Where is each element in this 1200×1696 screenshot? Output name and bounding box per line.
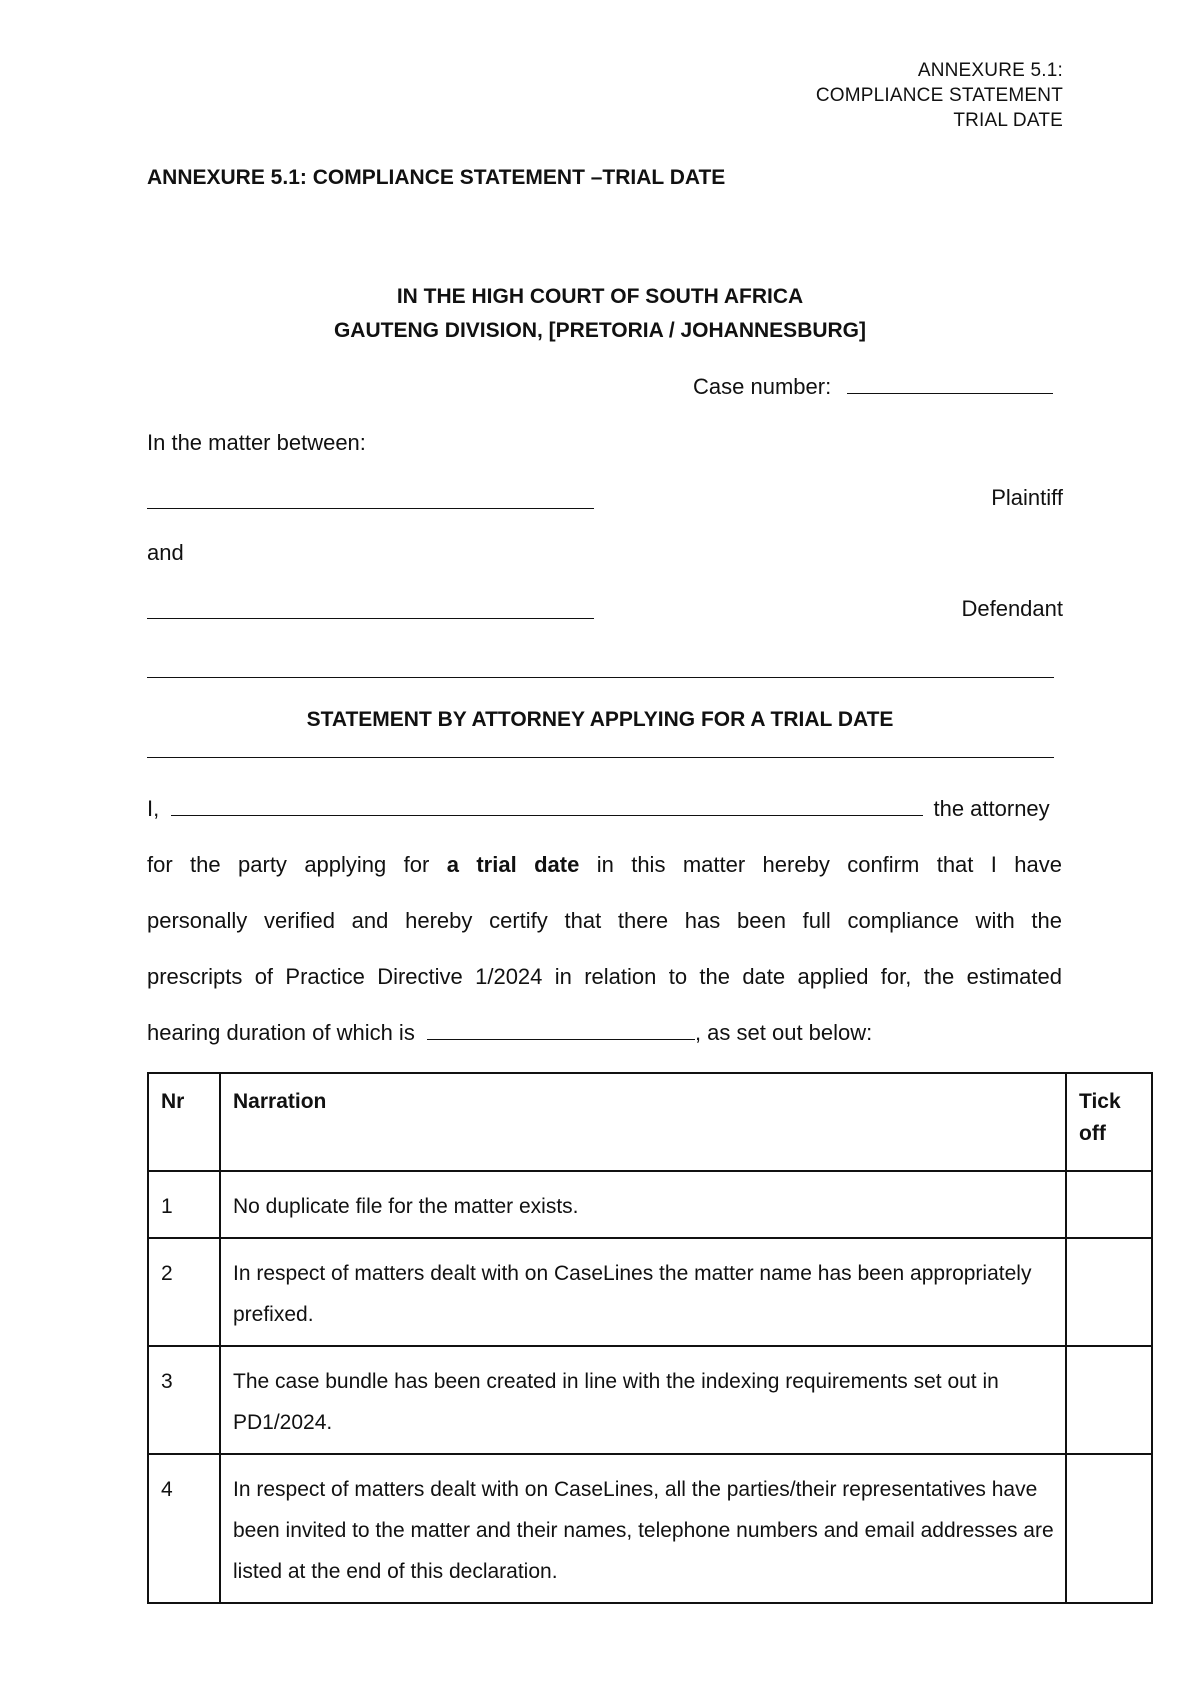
plaintiff-label: Plaintiff — [991, 485, 1063, 510]
paragraph-attorney-text: the attorney — [933, 796, 1050, 821]
paragraph-i-text: I, — [147, 796, 160, 821]
attorney-statement-paragraph — [147, 796, 1062, 1066]
row-narration: No duplicate file for the matter exists. — [220, 1171, 1066, 1238]
row-tick-cell[interactable] — [1066, 1346, 1152, 1454]
row-narration: In respect of matters dealt with on CaseLines, all the parties/their representatives have been invited to the matter and their names, telephone numbers and email addresses are listed at the end of this declaration. — [220, 1454, 1066, 1603]
row-nr: 4 — [148, 1454, 220, 1603]
header-tick-off: Tick off — [1066, 1073, 1152, 1171]
and-label: and — [147, 540, 184, 565]
row-nr: 3 — [148, 1346, 220, 1454]
row-nr: 2 — [148, 1238, 220, 1346]
paragraph-text: in this matter hereby confirm that I have — [579, 852, 1062, 877]
table-header-row — [148, 1073, 1152, 1171]
table-row — [148, 1171, 1152, 1238]
defendant-label: Defendant — [961, 596, 1063, 621]
plaintiff-name-field[interactable] — [147, 508, 594, 509]
row-tick-cell[interactable] — [1066, 1171, 1152, 1238]
divider-top — [147, 677, 1054, 678]
row-narration: In respect of matters dealt with on CaseLines the matter name has been appropriately prefixed. — [220, 1238, 1066, 1346]
row-tick-cell[interactable] — [1066, 1238, 1152, 1346]
paragraph-line-4: prescripts of Practice Directive 1/2024 in relation to the date applied for, the estimated — [147, 964, 1062, 989]
case-number-field[interactable] — [847, 375, 1053, 394]
row-narration: The case bundle has been created in line with the indexing requirements set out in PD1/2024. — [220, 1346, 1066, 1454]
paragraph-line-3: personally verified and hereby certify that there has been full compliance with the — [147, 908, 1062, 933]
paragraph-duration-text: hearing duration of which is — [147, 1020, 415, 1045]
matter-between-label: In the matter between: — [147, 430, 366, 455]
paragraph-line-2 — [147, 852, 1062, 878]
court-name: IN THE HIGH COURT OF SOUTH AFRICA — [396, 285, 804, 308]
annexure-title: ANNEXURE 5.1: COMPLIANCE STATEMENT –TRIAL DATE — [147, 166, 726, 189]
header-line-annexure: ANNEXURE 5.1: — [917, 60, 1063, 81]
table-row — [148, 1238, 1152, 1346]
defendant-name-field[interactable] — [147, 618, 594, 619]
court-division: GAUTENG DIVISION, [PRETORIA / JOHANNESBURG] — [333, 319, 867, 342]
row-nr: 1 — [148, 1171, 220, 1238]
table-row — [148, 1454, 1152, 1603]
attorney-name-field[interactable] — [171, 797, 923, 816]
row-tick-cell[interactable] — [1066, 1454, 1152, 1603]
hearing-duration-field[interactable] — [427, 1021, 695, 1040]
table-row — [148, 1346, 1152, 1454]
case-number-label: Case number: — [693, 374, 832, 399]
case-number-row — [693, 374, 1053, 400]
court-heading — [0, 280, 1200, 348]
header-line-trial-date: TRIAL DATE — [953, 110, 1063, 131]
header-narration: Narration — [220, 1073, 1066, 1171]
paragraph-bold-text: a trial date — [446, 852, 580, 877]
paragraph-text: for the party applying for — [147, 852, 447, 877]
document-header — [816, 58, 1063, 133]
compliance-table — [147, 1072, 1153, 1604]
paragraph-line-1 — [147, 796, 1062, 822]
paragraph-line-5 — [147, 1020, 1062, 1046]
paragraph-below-text: , as set out below: — [694, 1020, 873, 1045]
header-line-compliance: COMPLIANCE STATEMENT — [815, 85, 1063, 106]
statement-title: STATEMENT BY ATTORNEY APPLYING FOR A TRIAL DATE — [306, 708, 894, 731]
header-nr: Nr — [148, 1073, 220, 1171]
divider-bottom — [147, 757, 1054, 758]
